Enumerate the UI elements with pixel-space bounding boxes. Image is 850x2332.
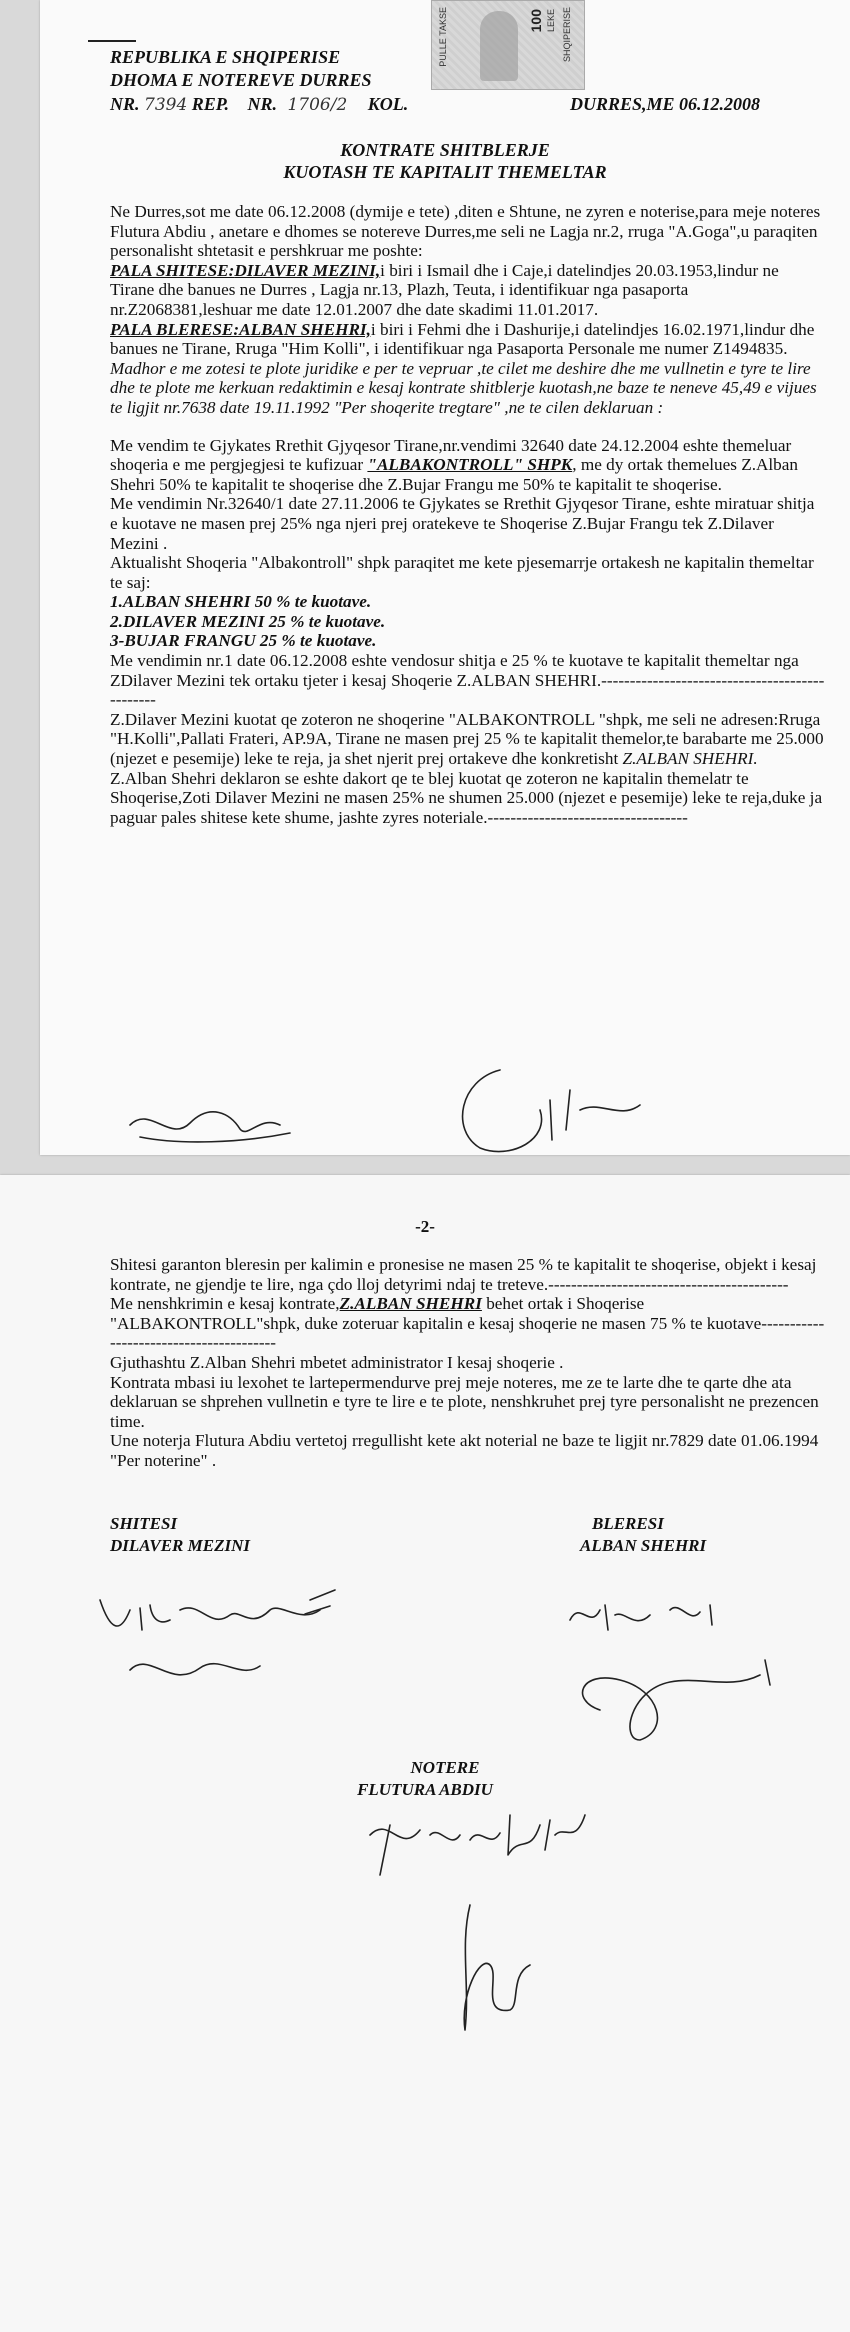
header-chamber: DHOMA E NOTEREVE DURRES <box>110 70 372 90</box>
founding-text-2: , me dy ortak themelues Z.Alban Shehri 50% te kapitalit te shoqerise dhe Z.Bujar Frangu me 50% te kapitalit te shoqerise. <box>110 455 798 494</box>
buyer-name: ALBAN SHEHRI, <box>239 319 371 339</box>
nr-handwritten: 7394 <box>144 95 188 115</box>
header-reference-line <box>110 94 850 115</box>
nr-label: NR. <box>110 94 140 114</box>
seller-signature-page-1 <box>120 1095 300 1155</box>
seller-signatory-name: DILAVER MEZINI <box>110 1536 250 1555</box>
intro-paragraph: Ne Durres,sot me date 06.12.2008 (dymije e tete) ,diten e Shtune, ne zyren e noterise,para meje noteres Flutura Abdiu , anetare e dhomes se notereve Durres,me seli ne Lagja nr.2, rruga "A.Goga",u paraqiten personalisht shtetasit e pershkruar me poshte: <box>110 202 821 261</box>
new-partner-text: Me nenshkrimin e kesaj kontrate, <box>110 1294 340 1314</box>
founding-paragraph <box>110 436 825 495</box>
new-partner-paragraph <box>110 1294 825 1353</box>
reading-paragraph: Kontrata mbasi iu lexohet te lartepermendurve prej meje noteres, me ze te larte dhe te qarte dhe ata deklaruan se shprehen vullnetin e tyre te lire e te plote, nenshkruhet prej tyre personalisht ne prezencen time. <box>110 1372 819 1431</box>
share-list-item: 2.DILAVER MEZINI 25 % te kuotave. <box>110 611 386 631</box>
contract-body-page-1 <box>110 202 825 827</box>
buyer-label: PALA BLERESE: <box>110 319 240 339</box>
new-partner-text-2: behet ortak i Shoqerise "ALBAKONTROLL"shpk, duke zoteruar kapitalin e kesaj shoqerie ne masen 75 % te kuotave---------------------------------------- <box>110 1294 825 1353</box>
contract-title: KONTRATE SHITBLERJE <box>340 140 550 160</box>
buyer-signatory-name: ALBAN SHEHRI <box>580 1536 707 1555</box>
seller-label-block <box>110 1513 250 1557</box>
company-name: "ALBAKONTROLL" SHPK <box>367 455 573 475</box>
buyer-signature-page-1 <box>440 1060 670 1160</box>
buyer-signature <box>560 1590 820 1750</box>
seller-signature <box>90 1580 350 1690</box>
buyer-paragraph <box>110 320 825 359</box>
seller-paragraph <box>110 261 825 320</box>
contract-subtitle: KUOTASH TE KAPITALIT THEMELTAR <box>283 162 607 182</box>
notary-signature <box>360 1795 620 2035</box>
contract-page-2 <box>0 1175 850 2332</box>
page-number: -2- <box>415 1217 435 1236</box>
nr2-handwritten: 1706/2 <box>287 95 348 115</box>
buyer-label-block <box>580 1513 706 1557</box>
stamp-left-text: PULLE TAKSE <box>438 7 448 67</box>
stamp-value: 100 <box>528 9 544 33</box>
sale-paragraph <box>110 710 825 769</box>
stamp-figure-icon <box>480 11 518 81</box>
rep-label: REP. <box>191 94 229 114</box>
new-partner-name: Z.ALBAN SHEHRI <box>339 1294 482 1314</box>
contract-page-1 <box>40 0 850 1155</box>
seller-role: SHITESI <box>110 1514 178 1533</box>
capacity-paragraph: Madhor e me zotesi te plote juridike e per te vepruar ,te cilet me deshire dhe me vullnetin e tyre te lire dhe te plote me kerkuan redaktimin e kesaj kontrate shitblerje kuotash,ne baze te neneve 45,49 e vijues te ligjit nr.7638 date 19.11.1992 "Per shoqerite tregtare" ,ne te cilen deklaruan : <box>110 358 817 417</box>
header-dash <box>88 40 136 42</box>
sale-buyer-name: Z.ALBAN SHEHRI. <box>622 749 758 769</box>
administrator-paragraph: Gjuthashtu Z.Alban Shehri mbetet administrator I kesaj shoqerie . <box>110 1352 564 1372</box>
buyer-agreement-paragraph: Z.Alban Shehri deklaron se eshte dakort qe te blej kuotat qe zoteron ne kapitalin themelatr te Shoqerise,Zoti Dilaver Mezini ne masen 25% ne shumen 25.000 (njezet e pesemije) leke te reja,duke ja paguar pales shitese kete shume, jashte zyres noteriale.----------------------------------- <box>110 768 823 827</box>
stamp-right-text: SHQIPERISE <box>562 7 572 63</box>
header-republic: REPUBLIKA E SHQIPERISE <box>110 47 341 67</box>
current-shares-paragraph: Aktualisht Shoqeria "Albakontroll" shpk paraqitet me kete pjesemarrje ortakesh ne kapitalin themeltar te saj: <box>110 553 814 592</box>
founding-text: Me vendim te Gjykates Rrethit Gjyqesor Tirane,nr.vendimi 32640 date 24.12.2004 eshte themeluar shoqeria e me pergjegjesi te kufizuar <box>110 435 792 475</box>
notary-name: FLUTURA ABDIU <box>357 1780 493 1799</box>
stamp-value-sub: LEKE <box>546 9 556 33</box>
kol-label: KOL. <box>367 94 409 114</box>
nr2-label: NR. <box>247 94 277 114</box>
share-list-item: 1.ALBAN SHEHRI 50 % te kuotave. <box>110 592 372 612</box>
tax-stamp <box>431 0 585 90</box>
seller-label: PALA SHITESE: <box>110 260 235 280</box>
sale-text: Z.Dilaver Mezini kuotat qe zoteron ne shoqerine "ALBAKONTROLL "shpk, me seli ne adresen:Rruga "H.Kolli",Pallati Frateri, AP.9A, Tirane ne masen prej 25 % te kapitalit themelor,te barabarte me 25.000 (njezet e pesemije) leke te reja, ja shet njerit prej ortakeve dhe konkretisht <box>110 709 824 769</box>
buyer-role: BLERESI <box>592 1514 664 1533</box>
certification-paragraph: Une noterja Flutura Abdiu vertetoj rregullisht kete akt noterial ne baze te ligjit nr.7829 date 01.06.1994 "Per noterine" . <box>110 1431 819 1470</box>
notary-role: NOTERE <box>410 1758 480 1777</box>
place-date: DURRES,ME 06.12.2008 <box>570 94 761 114</box>
share-list-item: 3-BUJAR FRANGU 25 % te kuotave. <box>110 631 377 651</box>
guarantee-paragraph: Shitesi garanton bleresin per kalimin e pronesise ne masen 25 % te kapitalit te shoqerise, objekt i kesaj kontrate, ne gjendje te lire, nga çdo lloj detyrimi ndaj te treteve.------------------------------------------ <box>110 1255 817 1294</box>
seller-name: DILAVER MEZINI, <box>234 260 381 280</box>
seller-details: i biri i Ismail dhe i Caje,i datelindjes 20.03.1953,lindur ne Tirane dhe banues ne Durres , Lagja nr.13, Plazh, Teuta, i identifikuar nga pasaporta nr.Z2068381,leshuar me date 12.01.2007 dhe date skadimi 11.01.2017. <box>110 260 779 319</box>
transfer-decision-paragraph: Me vendimin Nr.32640/1 date 27.11.2006 te Gjykates se Rrethit Gjyqesor Tirane, eshte miratuar shitja e kuotave ne masen prej 25% nga njeri prej oratekeve te Shoqerise Z.Bujar Frangu tek Z.Dilaver Mezini . <box>110 494 815 553</box>
buyer-details: i biri i Fehmi dhe i Dashurije,i datelindjes 16.02.1971,lindur dhe banues ne Tirane, Rruga "Him Kolli", i identifikuar nga Pasaporta Personale me numer Z1494835. <box>110 319 815 359</box>
contract-body-page-2 <box>110 1255 825 1471</box>
sale-decision-paragraph: Me vendimin nr.1 date 06.12.2008 eshte vendosur shitja e 25 % te kuotave te kapitalit themeltar nga ZDilaver Mezini tek ortaku tjeter i kesaj Shoqerie Z.ALBAN SHEHRI.----------------------------------------------- <box>110 651 825 710</box>
